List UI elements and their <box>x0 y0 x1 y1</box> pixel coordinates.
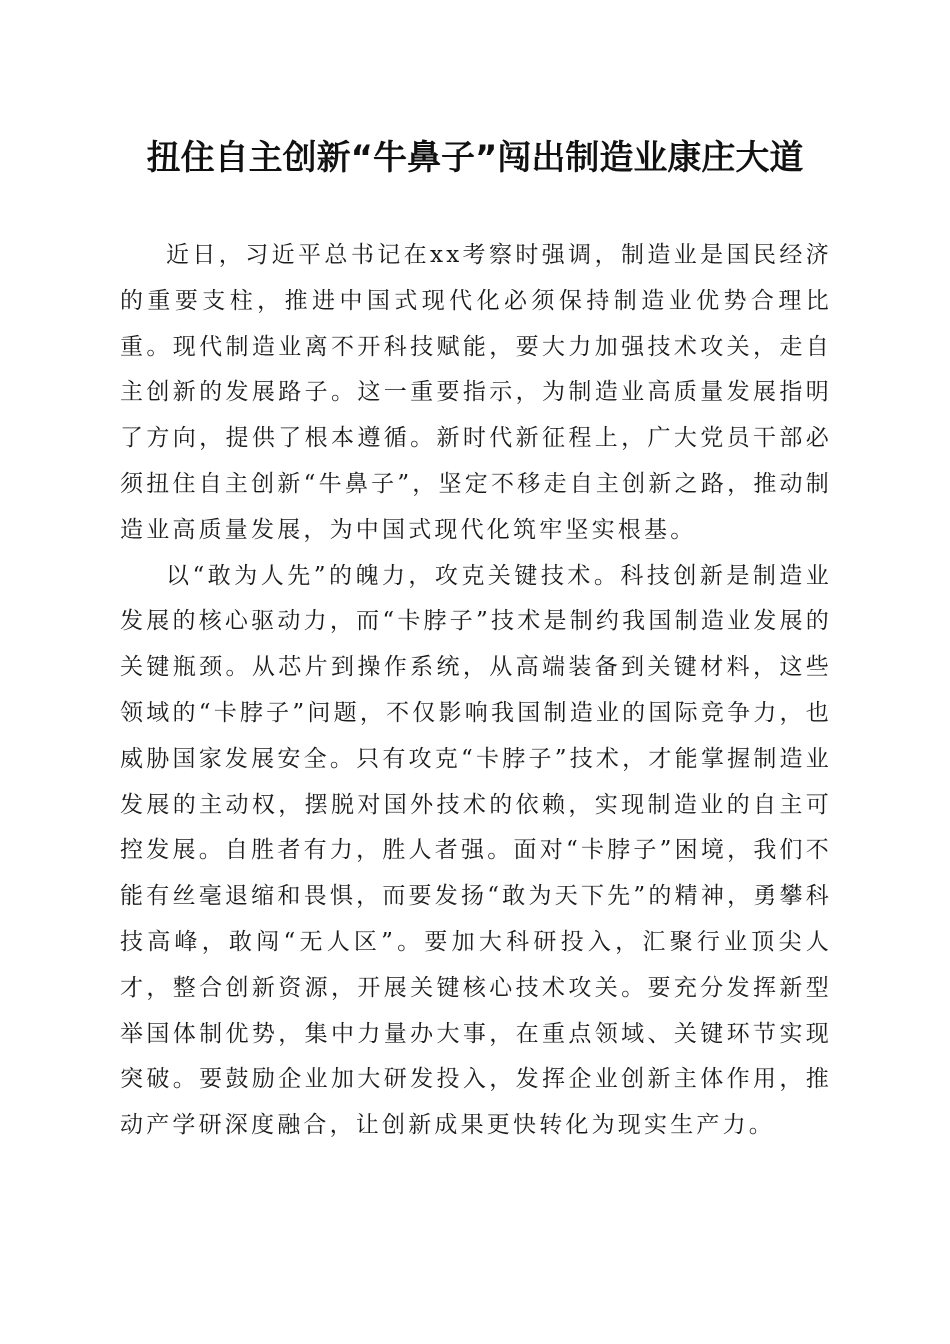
document-body <box>120 233 832 1149</box>
paragraph-1: 近日，习近平总书记在xx考察时强调，制造业是国民经济的重要支柱，推进中国式现代化必须保持制造业优势合理比重。现代制造业离不开科技赋能，要大力加强技术攻关，走自主创新的发展路子。这一重要指示，为制造业高质量发展指明了方向，提供了根本遵循。新时代新征程上，广大党员干部必须扭住自主创新“牛鼻子”，坚定不移走自主创新之路，推动制造业高质量发展，为中国式现代化筑牢坚实根基。 <box>120 242 832 543</box>
document-title: 扭住自主创新“牛鼻子”闯出制造业康庄大道 <box>146 138 804 178</box>
paragraph-2: 以“敢为人先”的魄力，攻克关键技术。科技创新是制造业发展的核心驱动力，而“卡脖子”技术是制约我国制造业发展的关键瓶颈。从芯片到操作系统，从高端装备到关键材料，这些领域的“卡脖子”问题，不仅影响我国制造业的国际竞争力，也威胁国家发展安全。只有攻克“卡脖子”技术，才能掌握制造业发展的主动权，摆脱对国外技术的依赖，实现制造业的自主可控发展。自胜者有力，胜人者强。面对“卡脖子”困境，我们不能有丝毫退缩和畏惧，而要发扬“敢为天下先”的精神，勇攀科技高峰，敢闯“无人区”。要加大科研投入，汇聚行业顶尖人才，整合创新资源，开展关键核心技术攻关。要充分发挥新型举国体制优势，集中力量办大事，在重点领域、关键环节实现突破。要鼓励企业加大研发投入，发挥企业创新主体作用，推动产学研深度融合，让创新成果更快转化为现实生产力。 <box>120 562 832 1139</box>
